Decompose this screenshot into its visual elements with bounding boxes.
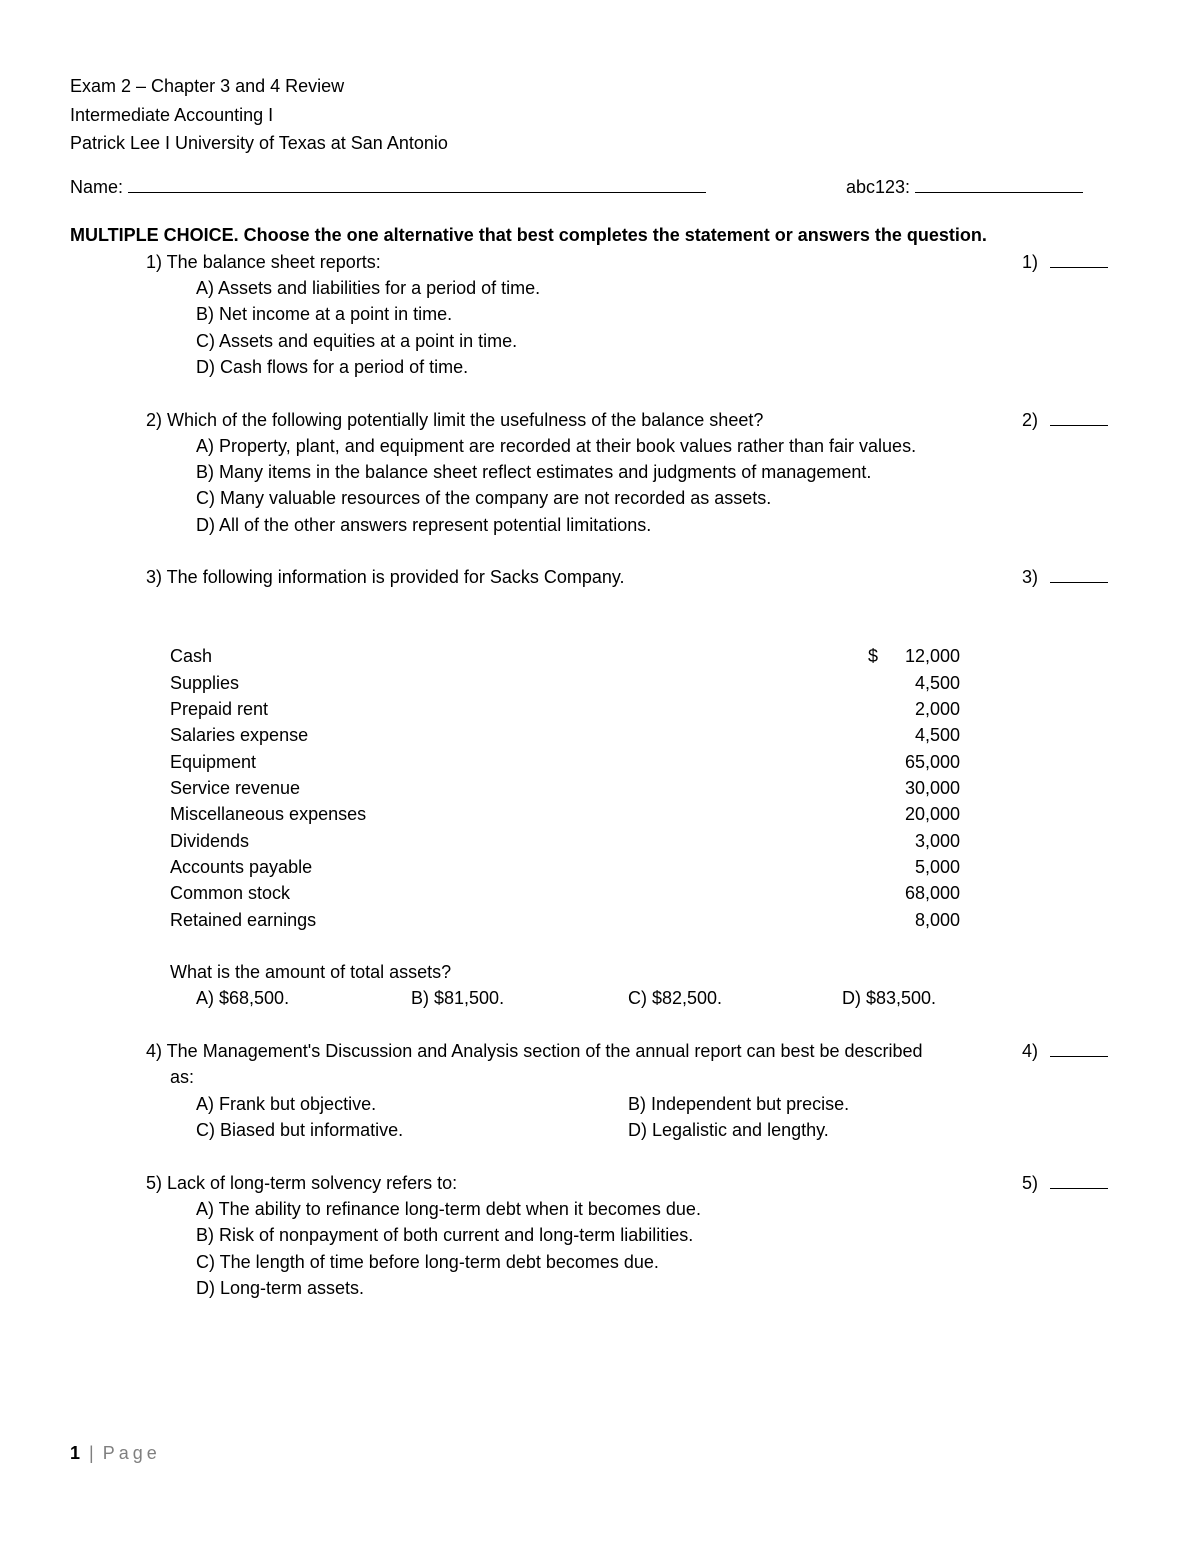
table-row-label: Salaries expense [170,725,309,745]
q4-answer-blank[interactable] [1050,1046,1108,1057]
name-field[interactable] [70,176,706,198]
table-row-amount: 4,500 [914,673,960,693]
q3-prompt: What is the amount of total assets? [170,962,452,982]
table-row-label: Prepaid rent [170,699,269,719]
q1-option-c: C) Assets and equities at a point in time. [196,331,518,351]
table-row-amount: 3,000 [914,831,960,851]
q4-stem-line2: as: [170,1067,195,1087]
footer-separator: | [89,1443,94,1463]
table-row-label: Miscellaneous expenses [170,804,367,824]
q5-stem: 5) Lack of long-term solvency refers to: [146,1173,458,1193]
q1-option-b: B) Net income at a point in time. [196,304,453,324]
q2-answer-label: 2) [1022,410,1039,430]
table-row-label: Service revenue [170,778,301,798]
q2-option-b: B) Many items in the balance sheet reflect estimates and judgments of management. [196,462,872,482]
q5-answer-blank[interactable] [1050,1178,1108,1189]
q3-answer[interactable] [1022,566,1108,588]
table-row-amount: 65,000 [904,752,960,772]
page-label: Page [102,1443,161,1463]
table-row-label: Equipment [170,752,257,772]
q3-stem: 3) The following information is provided for Sacks Company. [146,567,625,587]
q2-option-a: A) Property, plant, and equipment are recorded at their book values rather than fair values. [196,436,917,456]
q4-option-d: D) Legalistic and lengthy. [628,1120,829,1140]
q5-answer[interactable] [1022,1172,1108,1194]
q4-answer[interactable] [1022,1040,1108,1062]
q4-option-b: B) Independent but precise. [628,1094,850,1114]
q4-answer-label: 4) [1022,1041,1039,1061]
q1-answer-blank[interactable] [1050,257,1108,268]
name-blank[interactable] [128,178,706,193]
q1-stem: 1) The balance sheet reports: [146,252,381,272]
table-row-amount: 5,000 [914,857,960,877]
table-row-label: Dividends [170,831,250,851]
q1-answer-label: 1) [1022,252,1039,272]
q3-option-b: B) $81,500. [411,988,505,1008]
name-label: Name: [70,177,124,197]
q4-stem-line1: 4) The Management's Discussion and Analysis section of the annual report can best be described [146,1041,923,1061]
header-course: Intermediate Accounting I [70,105,274,125]
table-row-amount: 12,000 [904,646,960,666]
header-title: Exam 2 – Chapter 3 and 4 Review [70,76,345,96]
id-label: abc123: [846,177,911,197]
q5-option-d: D) Long-term assets. [196,1278,365,1298]
q5-option-b: B) Risk of nonpayment of both current and long-term liabilities. [196,1225,694,1245]
q1-answer[interactable] [1022,251,1108,273]
id-field[interactable] [846,176,1083,198]
q4-option-c: C) Biased but informative. [196,1120,404,1140]
table-row-amount: 8,000 [914,910,960,930]
q2-answer[interactable] [1022,409,1108,431]
q2-option-c: C) Many valuable resources of the company are not recorded as assets. [196,488,772,508]
q5-answer-label: 5) [1022,1173,1039,1193]
q5-option-c: C) The length of time before long-term debt becomes due. [196,1252,659,1272]
table-row-amount: 4,500 [914,725,960,745]
header-instructor: Patrick Lee I University of Texas at San Antonio [70,133,448,153]
table-row-amount: 2,000 [914,699,960,719]
instructions: MULTIPLE CHOICE. Choose the one alternative that best completes the statement or answers the question. [70,225,987,245]
table-row-label: Cash [170,646,213,666]
table-row-amount: 20,000 [904,804,960,824]
q5-option-a: A) The ability to refinance long-term debt when it becomes due. [196,1199,701,1219]
q3-answer-blank[interactable] [1050,572,1108,583]
q2-stem: 2) Which of the following potentially limit the usefulness of the balance sheet? [146,410,764,430]
q4-option-a: A) Frank but objective. [196,1094,377,1114]
q1-option-d: D) Cash flows for a period of time. [196,357,469,377]
table-row-label: Supplies [170,673,240,693]
table-row-label: Accounts payable [170,857,313,877]
table-row-amount: 68,000 [904,883,960,903]
page-number: 1 [70,1443,81,1463]
currency-symbol: $ [868,646,879,666]
q3-answer-label: 3) [1022,567,1039,587]
table-row-label: Common stock [170,883,291,903]
q3-option-c: C) $82,500. [628,988,723,1008]
table-row-amount: 30,000 [904,778,960,798]
q2-answer-blank[interactable] [1050,415,1108,426]
q3-option-a: A) $68,500. [196,988,290,1008]
table-row-label: Retained earnings [170,910,317,930]
page-footer [70,1442,161,1464]
q2-option-d: D) All of the other answers represent potential limitations. [196,515,652,535]
q3-option-d: D) $83,500. [842,988,937,1008]
q1-option-a: A) Assets and liabilities for a period of time. [196,278,541,298]
id-blank[interactable] [915,178,1083,193]
